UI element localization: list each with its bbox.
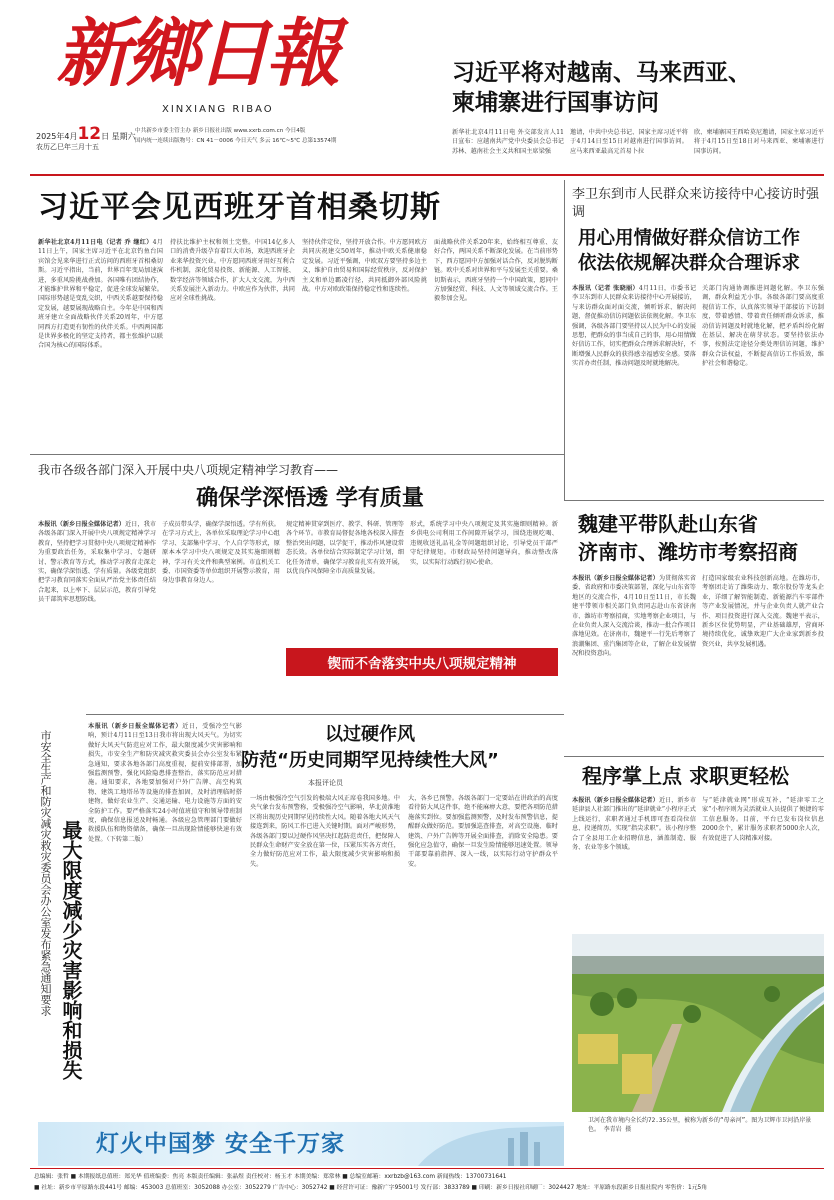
mid-headline[interactable]: 确保学深悟透 学有质量 [196, 486, 424, 511]
top-story-col2: 邀请，中共中央总书记、国家主席习近平将于4月14日至15日对越南进行国事访问。应马来西亚最高元首易卜拉 [570, 129, 688, 155]
masthead-pinyin: XINXIANG RIBAO [162, 104, 274, 115]
top-story-col3: 欣、柬埔寨国王西哈莫尼邀请，国家主席习近平将于4月15日至18日对马来西亚、柬埔寨进行国事访问。 [694, 129, 824, 155]
masthead-lunar: 农历乙巳年三月十五 [36, 143, 99, 151]
commentary-headline[interactable]: 以过硬作风 防范“历史同期罕见持续性大风” [241, 724, 499, 771]
lead-headline[interactable]: 习近平会见西班牙首相桑切斯 [38, 190, 441, 225]
lead-col3: 坚持伙伴定位，坚持开放合作。中方愿同欧方共同庆祝建交50周年，推动中欧关系健康稳定发展。习近平强调，中欧双方要坚持多边主义，维护自由贸易和国际经贸秩序，反对保护主义和单边霸凌行径，共同抵御外部风险挑战。中方对欧政策保持稳定性和连续性。 [302, 239, 427, 294]
commentary-col2: 大，各乡已预警。各级各部门一定要站在讲政治的高度看待防大风这件事，绝不能麻痹大意，要把各项防范措施落实到位。要加强监测预警，及时发布预警信息，提醒群众做好防范。要加强巡查排查，对高空设施、临时建筑、户外广告牌等开展全面排查，消除安全隐患。要强化应急值守，确保一旦发生险情能够迅速处置。领导干部要靠前指挥、深入一线，以实际行动守护群众平安。 [408, 795, 558, 868]
mid-kicker: 我市各级各部门深入开展中央八项规定精神学习教育—— [38, 463, 339, 477]
mid-col4: 形式，系统学习中央八项规定及其实施细则精神。新乡供电公司利用工作间隙开展学习，围绕违规吃喝、违规收送礼品礼金等问题组织讨论，引导党员干部严守纪律规矩。市财政局坚持问题导向，推动整改落实，以实际行动践行初心使命。 [410, 521, 558, 566]
right-story1-col1: 本报讯（记者 张晓丽）4月11日，市委书记李卫东到市人民群众来访接待中心开展接访，与来访群众面对面交流，倾听诉求、解决问题，督促推动信访问题依法依规化解。李卫东强调，各级各部门要坚持以人民为中心的发展思想，把群众的事当成自己的事，用心用情做好信访工作，切实把群众合理诉求解决好，不断增强人民群众的获得感幸福感安全感。要落实首办责任制，推动问题及时就地解决。 [572, 285, 696, 368]
footer: 总编辑：张哲 ■ 本期报纸总值班：郑光华 值班编委：焦亮 本版责任编辑：张晶煜 责任校对：杨玉才 本期美编：郑常林 ■ 总编室邮箱：xxrbzb@163.com 新闻热线：13700731641 ■ 社址：新乡市平原路东段441号 邮编：453003 总值班室：3052088 办公室：3052279 广告中心：3052742 ■ 经营许可证：豫新广字95001号 发行部：3833789 ■ 印刷：新乡日报社印刷厂：3024427 地址：平原路东段新乡日报社院内 零售价：1元5角 [34, 1174, 708, 1191]
top-divider [30, 174, 824, 176]
commentary-byline: 本报评论员 [308, 779, 343, 787]
photo-caption: 卫河在我市境内全长约72.35公里，被称为新乡的“母亲河”。图为卫辉市卫河沿岸景色。 李青岩 摄 [588, 1117, 812, 1133]
lead-col1: 新华社北京4月11日电（记者 乔 继红）4月11日上午，国家主席习近平在北京钓鱼台国宾馆会见来华进行正式访问的西班牙首相桑切斯。习近平指出，当前，世界百年变局加速演进，多重风险挑战叠加。各国唯有团结协作，才能维护世界和平稳定，促进全球发展繁荣。国际形势越是变乱交织，中西关系越要保持稳定发展，越要展现战略自主。今年是中国和西班牙建立全面战略伙伴关系20周年，中方愿同西方打造更有韧性的伙伴关系。中西两国都是世界多极化的坚定支持者，都主张维护以联合国为核心的国际体系。 [38, 239, 163, 350]
left-vertical-headline[interactable]: 最大限度减少灾害影响和损失 [59, 820, 83, 1080]
lead-col4: 面战略伙伴关系20年来，始终相互尊重、友好合作，两国关系不断深化发展。在当前形势下，西方愿同中方加强对话合作，反对脱钩断链。欧中关系对世界和平与发展至关重要。桑切斯表示，西班牙坚持一个中国政策，愿同中方加强经贸、科技、人文等领域交流合作。王毅参加会见。 [434, 239, 558, 303]
mid-col2: 子成员带头学，确保学深悟透。学有所获。在学习方式上，各单位采取理论学习中心组学习、支部集中学习、个人自学等形式，原原本本学习中央八项规定及其实施细则精神，学习有关文件和典型案例。市直机关工委、市国资委等单位组织开展警示教育，用身边事教育身边人。 [162, 521, 280, 585]
right-story1-col2: 关部门沟通协调推进问题化解。李卫东强调，群众利益无小事。各级各部门要高度重视信访工作，认真落实领导干部接访下访制度，带着感情、带着责任倾听群众诉求，推动信访问题及时就地化解，把矛盾纠纷化解在基层、解决在萌芽状态。要坚持依法办事，按照法定途径分类处理信访问题，维护群众合法权益，不断提高信访工作质效，维护社会和谐稳定。 [702, 285, 824, 368]
mid-col1: 本报讯（新乡日报全媒体记者）近日，我市各级各部门深入开展中央八项规定精神学习教育，坚持把学习贯彻中央八项规定精神作为重要政治任务，采取集中学习、专题研讨、警示教育等方式，推动学习教育走深走实，确保学深悟透、学有质量。各级党组织把学习教育同落实全面从严治党主体责任结合起来，以上率下、层层示范，教育引导党员干部筑牢思想防线。 [38, 521, 156, 604]
footer-rule [30, 1168, 824, 1169]
right-story2-headline[interactable]: 魏建平带队赴山东省 济南市、潍坊市考察招商 [578, 512, 798, 564]
left-vertical-kicker: 市安全生产和防灾减灾救灾委员会办公室发布紧急通知要求 [39, 730, 52, 1016]
right-story3-headline[interactable]: 程序掌上点 求职更轻松 [582, 764, 789, 788]
masthead-date: 2025年4月12日 星期六 [36, 124, 136, 144]
safety-banner: 灯火中国梦 安全千万家 [38, 1122, 564, 1166]
river-photo [572, 934, 824, 1112]
top-story-headline[interactable]: 习近平将对越南、马来西亚、 柬埔寨进行国事访问 [452, 60, 751, 116]
right-story3-col2: 与“延津就业网”形成互补，“延津零工之家”小程序则为灵活就业人员提供了便捷的零工信息服务。目前，平台已发布岗位信息2000余个，累计服务求职者5000余人次，有效促进了人岗精准对接。 [702, 797, 824, 842]
left-vertical-text: 本报讯（新乡日报全媒体记者）近日，受强冷空气影响，预计4月11日至13日我市将出现大风天气。为切实做好大风天气防范应对工作，最大限度减少灾害影响和损失，市安全生产和防灾减灾救灾委员会办公室发布紧急通知，要求各地各部门高度重视，提前安排部署，加强监测预警，强化风险隐患排查整治，落实防范应对措施。通知要求，各地要加强对户外广告牌、高空构筑物、建筑工地塔吊等设施的排查加固，及时清理临时搭建物，做好农业生产、交通运输、电力设施等方面的安全防护工作。要严格落实24小时值班值守和领导带班制度，确保信息报送及时畅通。各级应急管理部门要做好救援队伍和物资储备，确保一旦出现险情能够快速有效处置。（下转第二版） [88, 723, 242, 843]
right-story1-kicker: 李卫东到市人民群众来访接待中心接访时强调 [572, 187, 820, 220]
mid-col3: 规定精神贯穿到医疗、教学、科研、管理等各个环节。市教育局督促各地各校深入排查整治突出问题，以学促干，推动作风建设常态长效。各单位结合实际制定学习计划，细化任务清单，确保学习教育扎实有效开展，以优良作风保障全市高质量发展。 [286, 521, 404, 576]
mid-divider [30, 454, 564, 455]
vertical-divider-right [564, 180, 565, 500]
commentary-col1: 一场由极强冷空气引发的极端大风正席卷我国多地。中央气象台发布预警称，受极强冷空气影响，华北黄淮地区将出现历史同期罕见持续性大风。随着各地大风天气接连到来，防风工作已进入关键时期。面对严峻形势，各级各部门要以过硬作风坚决扛起防范责任，把保障人民群众生命财产安全放在第一位，压紧压实各方责任，全力做好防范应对工作，最大限度减少灾害影响和损失。 [250, 795, 400, 868]
commentary-divider [86, 714, 564, 715]
masthead-logo: 新鄉日報 [56, 11, 336, 97]
right-story2-col2: 打造国家级农业科技创新高地。在潍坊市，考察团走访了潍柴动力、歌尔股份等龙头企业，详细了解智能制造、新能源汽车零部件等产业发展情况，并与企业负责人就产业合作、项目投资进行深入交流。魏建平表示，新乡区位优势明显，产业基础雄厚，营商环境持续优化，诚挚欢迎广大企业家到新乡投资兴业，共享发展机遇。 [702, 575, 824, 648]
right3-divider [564, 756, 824, 757]
masthead-publisher: 中共新乡市委主管主办 新乡日报社出版 www.xxrb.com.cn 今日4版 国内统一连续出版物号：CN 41－0006 今日天气 多云 16℃~5℃ 总第13574期 [135, 128, 337, 144]
right2-divider [564, 500, 824, 501]
lead-col2: 持扶比维护主权和领土完整。中国14亿多人口的消费升级孕育着巨大市场，欢迎西班牙企业来华投资兴业。中方愿同西班牙用好互利合作机制，深化贸易投资、新能源、人工智能、数字经济等领域合作，扩大人文交流，为中西关系发展注入新动力。中欧应作为伙伴，共同应对全球性挑战。 [170, 239, 295, 303]
right-story2-col1: 本报讯（新乡日报全媒体记者）为贯彻落实省委、省政府和市委决策部署，深化与山东省等地区的交流合作，4月10日至11日，市长魏建平带领市相关部门负责同志赴山东省济南市、潍坊市考察招商，实地考察企业项目，与企业负责人深入交流洽谈，推动一批合作项目落地见效。在济南市，魏建平一行先后考察了浪潮集团、重汽集团等企业，了解企业发展情况和投资意向。 [572, 575, 696, 658]
right-story1-headline[interactable]: 用心用情做好群众信访工作 依法依规解决群众合理诉求 [578, 228, 801, 274]
right-story3-col1: 本报讯（新乡日报全媒体记者）近日，新乡市延津县人社部门推出的“延津就业”小程序正式上线运行，求职者通过手机即可查看岗位信息、投递简历，实现“指尖求职”。该小程序整合了全县用工企业招聘信息，涵盖制造、服务、农业等多个领域。 [572, 797, 696, 852]
river-illustration [572, 934, 824, 1112]
top-story-col1: 新华社北京4月11日电 外交部发言人11日宣布：应越南共产党中央委员会总书记苏林、越南社会主义共和国主席梁强 [452, 129, 564, 155]
mid-banner: 锲而不舍落实中央八项规定精神 [286, 648, 558, 676]
